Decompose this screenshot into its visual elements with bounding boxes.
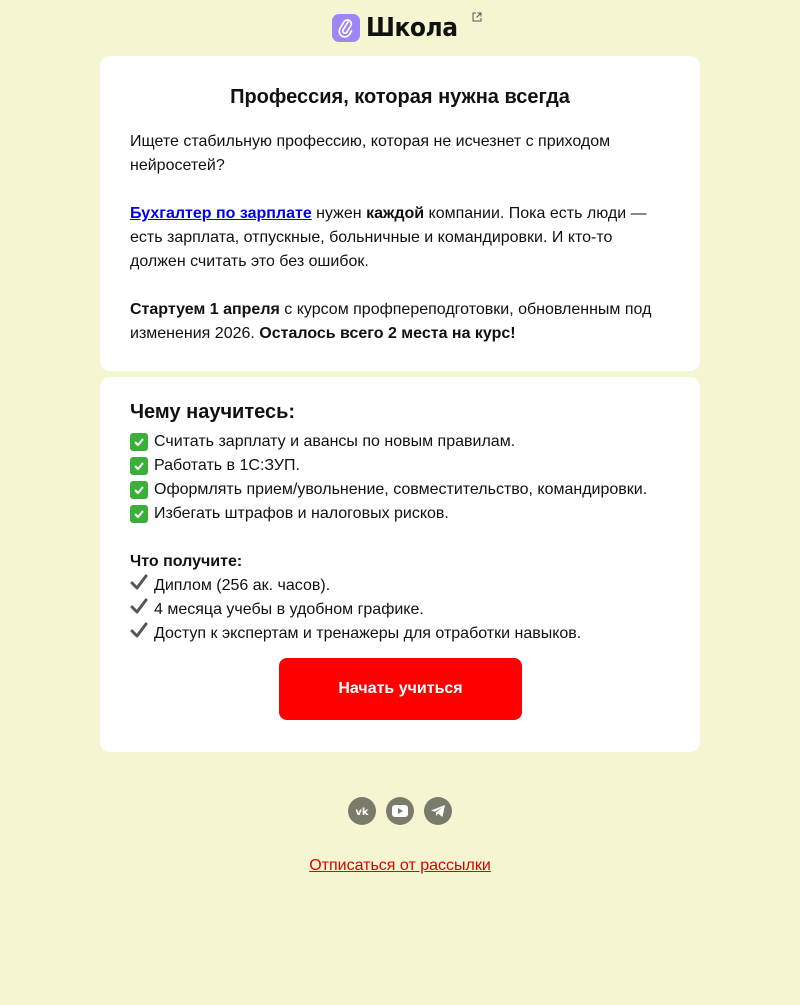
check-box-icon [130,433,148,451]
unsubscribe-link[interactable]: Отписаться от рассылки [309,857,491,874]
telegram-icon[interactable] [424,797,452,825]
get-heading: Что получите: [130,553,243,570]
check-box-icon [130,481,148,499]
youtube-icon[interactable] [386,797,414,825]
check-box-icon [130,505,148,523]
course-link[interactable]: Бухгалтер по зарплате [130,205,312,222]
intro-title: Профессия, которая нужна всегда [230,86,570,108]
list-item: Диплом (256 ак. часов). [130,574,670,598]
intro-question: Ищете стабильную профессию, которая не исчезнет с приходом нейросетей? [130,133,611,174]
list-item: Работать в 1С:ЗУП. [130,454,670,478]
check-mark-icon [130,598,148,622]
intro-paragraph: Бухгалтер по зарплате нужен каждой компании. Пока есть люди — есть зарплата, отпускные, больничные и командировки. И кто-то должен считать это без ошибок. [130,205,647,270]
start-learning-button[interactable]: Начать учиться [279,658,522,720]
learn-list [130,430,670,526]
check-mark-icon [130,622,148,646]
logo-text: Школа [366,13,458,43]
start-paragraph: Стартуем 1 апреля с курсом профпереподготовки, обновленным под изменения 2026. Осталось всего 2 места на курс! [130,301,652,342]
svg-text:vk: vk [355,807,369,816]
list-item: Избегать штрафов и налоговых рисков. [130,502,670,526]
intro-card [100,56,700,371]
check-mark-icon [130,574,148,598]
vk-icon[interactable] [348,797,376,825]
list-item: 4 месяца учебы в удобном графике. [130,598,670,622]
list-item: Доступ к экспертам и тренажеры для отработки навыков. [130,622,670,646]
external-link-icon [472,9,482,27]
social-links [0,797,800,825]
details-card [100,377,700,752]
list-item: Считать зарплату и авансы по новым правилам. [130,430,670,454]
get-list [130,574,670,646]
learn-heading: Чему научитесь: [130,401,296,423]
paperclip-logo-icon [332,14,360,42]
check-box-icon [130,457,148,475]
logo[interactable] [0,12,800,44]
list-item: Оформлять прием/увольнение, совместительство, командировки. [130,478,670,502]
